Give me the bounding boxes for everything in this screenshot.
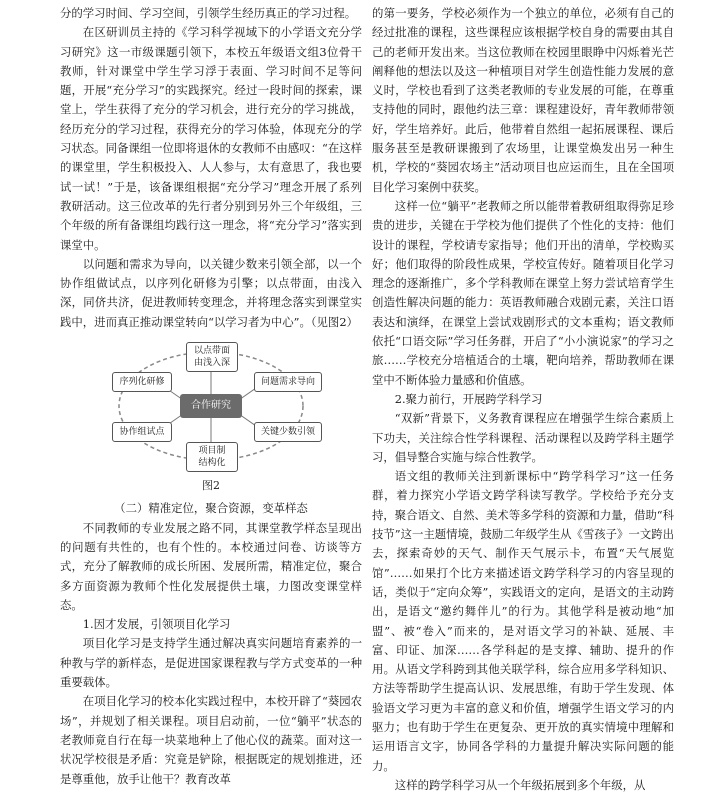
- figure-caption: 图2: [202, 479, 220, 493]
- node-left-top: 序列化研修: [112, 372, 172, 392]
- paragraph: 这样一位“躺平”老教师之所以能带着教研组取得弥足珍贵的进步，关键在于学校为他们提供了个性化的支持：他们设计的课程，学校请专家指导；他们开出的清单，学校购买好；他们取得的阶段性成果，学校宣传好。随着项目化学习理念的逐渐推广，多个学科教师在课堂上努力尝试培育学生创造性解决问题的能力：英语教师融合戏剧元素，关注口语表达和演绎，在课堂上尝试戏剧形式的文本重构；语文教师依托“口语交际”学习任务群，开启了“小小演说家”的学习之旅……学校充分培植适合的土壤，靶向培养，帮助教师在课堂中不断体验力量感和价值感。: [372, 198, 674, 387]
- node-left-bottom: 协作组试点: [112, 422, 172, 442]
- paragraph: 不同教师的专业发展之路不同，其课堂教学样态呈现出的问题有共性的，也有个性的。本校通过问卷、访谈等方式，充分了解教师的成长所困、发展所需，精准定位，聚合多方面资源为教师个性化发展提供土壤，力图改变课堂样态。: [60, 520, 362, 612]
- figure-2-diagram: [60, 336, 362, 476]
- node-top: 以点带面 由浅入深: [186, 342, 238, 372]
- paragraph: 这样的跨学科学习从一个年级拓展到多个年级，从: [394, 777, 646, 792]
- subheading: 2.聚力前行，开展跨学科学习: [394, 391, 543, 406]
- paragraph: 语文组的教师关注到新课标中“跨学科学习”这一任务群，着力探究小学语文跨学科读写教学。学校给予充分支持，聚合语文、自然、美术等多学科的资源和力量，借助“科技节”这一主题情境，鼓励二年级学生从《雪孩子》一文跨出去，探索奇妙的天气、制作天气展示卡，布置“天气展览馆”……如果打个比方来描述语文跨学科学习的内容呈现的话，类似于“定向众筹”，实践语文的定向，是语文的主动跨出，是语文“邀约舞伴儿”的行为。其他学科是被动地“加盟”、被“卷入”而来的，是对语文学习的补缺、延展、丰富、印证、加深……各学科起的是支撑、辅助、提升的作用。从语文学科跨到其他关联学科，综合应用多学科知识、方法等帮助学生提高认识、发展思维，有助于学生发现、体验语文学习更为丰富的意义和价值，增强学生语文学习的内驱力；也有助于学生在更复杂、更开放的真实情境中理解和运用语言文字，协同各学科的力量提升解决实际问题的能力。: [372, 469, 674, 773]
- paragraph: 分的学习时间、学习空间，引领学生经历真正的学习过程。: [60, 6, 357, 20]
- paragraph: “双新”背景下，义务教育课程应在增强学生综合素质上下功夫，关注综合性学科课程、活动课程以及跨学科主题学习，倡导整合实施与综合性教学。: [372, 411, 674, 464]
- node-right-bottom: 关键少数引领: [254, 422, 322, 442]
- paragraph: 以问题和需求为导向，以关键少数来引领全部，以一个协作组做试点，以序列化研修为引擎；以点带面，由浅入深，同侪共济，促进教师转变理念，并将理念落实到课堂实践中，进而真正推动课堂转向“以学习者为中心”。（见图2）: [60, 256, 362, 329]
- node-center: 合作研究: [180, 394, 242, 418]
- subheading: 1.因才发展，引领项目化学习: [82, 617, 231, 632]
- paragraph: 的第一要务，学校必须作为一个独立的单位，必须有自己的经过批准的课程，这些课程应该根据学校自身的需要由其自己的老师开发出来。当这位教师在校园里眼睁中闪烁着光芒阐释他的想法以及这一种植项目对学生创造性能力发展的意义时，学校也看到了这类老教师的专业发展的可能，在尊重支持他的同时，跟他约法三章：课程建设好，青年教师带领好，学生培养好。此后，他带着自然组一起拓展课程、课后服务甚至是教研课搬到了农场里，让课堂焕发出另一种生机，学校的“葵园农场主”活动项目也应运而生，且在全国项目化学习案例中获奖。: [372, 6, 674, 194]
- paragraph: 项目化学习是支持学生通过解决真实问题培育素养的一种教与学的新样态，是促进国家课程教与学方式变革的一种重要载体。: [60, 636, 362, 690]
- right-column: [372, 4, 674, 795]
- section-title: （二）精准定位，聚合资源，变革样态: [114, 501, 308, 516]
- paragraph: 在区研训员主持的《学习科学视域下的小学语文充分学习研究》这一市级课题引领下，本校五年级语文组3位骨干教师，针对课堂中学生学习浮于表面、学习时间不足等问题，开展“充分学习”的实践探究。经过一段时间的探索，课堂上，学生获得了充分的学习机会，进行充分的学习挑战，经历充分的学习过程，获得充分的学习体验，体现充分的学习状态。同备课组一位即将退休的女教师不由感叹：“在这样的课堂里，学生积极投入、人人参与，太有意思了，我也要试一试！”于是，该备课组根据“充分学习”理念开展了系列教研活动。这三位改革的先行者分别到另外三个年级组，三个年级的所有备课组均践行这一理念，将“充分学习”落实到课堂中。: [60, 25, 362, 252]
- paragraph: 在项目化学习的校本化实践过程中，本校开辟了“葵园农场”，并规划了相关课程。项目启动前，一位“躺平”状态的老教师竟自行在每一块菜地种上了他心仪的蔬菜。面对这一状况学校很是矛盾：究竟是铲除，根据既定的规划推进，还是尊重他，放手让他干？教育改革: [60, 694, 362, 786]
- left-column: [60, 4, 362, 789]
- node-right-top: 问题需求导向: [254, 372, 322, 392]
- node-bottom: 项目制 结构化: [186, 442, 238, 472]
